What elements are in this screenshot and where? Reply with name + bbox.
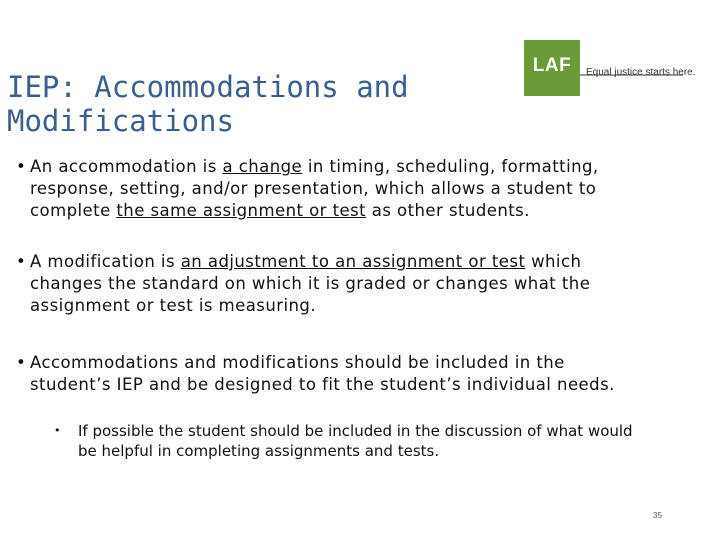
bullet-text: which changes the standard on which it is graded or changes what the assignment or test is measuring. [30,252,591,315]
sub-bullet-student-discussion [54,421,638,461]
logo-box [524,40,580,96]
bullet-text: An accommodation is [30,157,223,176]
bullet-text: Accommodations and modifications should be included in the student’s IEP and be designed to fit the student’s individual needs. [30,353,615,394]
logo-tagline: Equal justice starts here. [586,67,696,78]
underlined-phrase: an adjustment to an assignment or test [180,252,526,271]
bullet-marker: • [16,157,27,176]
bullet-accommodation-definition [16,156,630,222]
underlined-phrase: a change [222,157,303,176]
bullet-text: in timing, scheduling, formatting, response, setting, and/or presentation, which allows a student to complete [30,157,599,220]
logo-abbreviation: LAF [532,55,572,76]
sub-bullet-text: If possible the student should be included in the discussion of what would be helpful in completing assignments and tests. [78,422,633,460]
bullet-marker: • [16,252,27,271]
sub-bullet-marker: • [54,424,61,437]
bullet-marker: • [16,353,27,372]
bullet-text: as other students. [366,201,530,220]
laf-logo [524,40,696,96]
bullet-modification-definition [16,251,630,317]
bullet-iep-inclusion [16,352,630,396]
page-number: 35 [653,511,662,520]
slide-title: IEP: Accommodations and Modifications [7,70,409,138]
underlined-phrase: the same assignment or test [116,201,367,220]
bullet-text: A modification is [30,252,181,271]
